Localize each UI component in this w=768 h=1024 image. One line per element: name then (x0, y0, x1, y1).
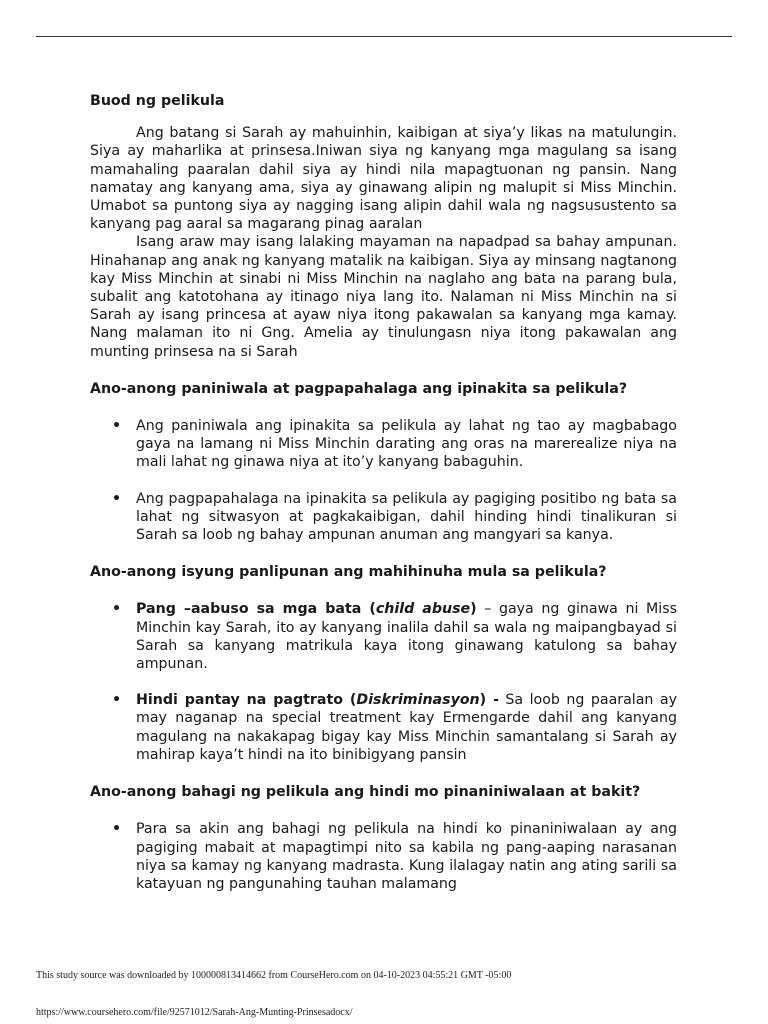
issue-title: Pang –aabuso sa mga bata ( (136, 601, 376, 618)
list-item-text: Ang paniniwala ang ipinakita sa pelikula ay lahat ng tao ay magbabago gaya na lamang ni Miss Minchin darating ang oras na marerealize niya na mali lahat ng ginawa niya at ito’y kanyang babaguhin. (136, 418, 677, 471)
list-item (90, 691, 677, 764)
issue-description: Sa loob ng paaralan ay may naganap na special treatment kay Ermengarde dahil ang kanyang magulang na nakakapag bigay kay Miss Minchin samantalang si Sarah ay mahirap kaya’t hindi na ito binibigyang pansin (136, 692, 677, 763)
issue-term: child abuse (375, 601, 471, 618)
summary-paragraph: Isang araw may isang lalaking mayaman na napadpad sa bahay ampunan. Hinahanap ang anak ng kanyang matalik na kaibigan. Siya ay minsang nagtanong kay Miss Minchin at sinabi ni Miss Minchin na naglaho ang bata na parang bula, subalit ang katotohana ay itinago niya lang ito. Nalaman ni Miss Minchin na si Sarah ay isang princesa at ayaw niya itong pakawalan sa kanyang mga kamay. Nang malaman ito ni Gng. Amelia ay tinulungasn niya itong pakawalan ang munting prinsesa na si Sarah (90, 234, 677, 360)
source-url: https://www.coursehero.com/file/92571012/Sarah-Ang-Munting-Prinsesadocx/ (36, 1007, 353, 1018)
bullet-icon: • (112, 692, 122, 709)
section-heading-social-issues: Ano-anong isyung panlipunan ang mahihinuha mula sa pelikula? (90, 564, 607, 581)
issue-term: Diskriminasyon (356, 692, 480, 709)
issue-title: Hindi pantay na pagtrato ( (136, 692, 357, 709)
bullet-icon: • (112, 490, 122, 507)
social-issues-list (90, 600, 677, 764)
top-rule (36, 36, 732, 37)
summary-paragraph: Ang batang si Sarah ay mahuinhin, kaibigan at siya’y likas na matulungin. Siya ay maharlika at prinsesa.Iniwan siya ng kanyang mga magulang sa isang mamahaling paaralan dahil siya ay hindi nila mapagtuonan ng pansin. Nang namatay ang kanyang ama, siya ay ginawang alipin ng malupit si Miss Minchin. Umabot sa puntong siya ay nagging isang alipin dahil wala ng nagsusustento sa kanyang pag aaral sa magarang pinag aaralan (90, 125, 677, 233)
bullet-icon: • (112, 821, 122, 838)
unbelievable-parts-list (90, 820, 677, 893)
issue-title-close: ) - (479, 692, 499, 709)
bullet-icon: • (112, 601, 122, 618)
beliefs-list (90, 417, 677, 544)
list-item (90, 417, 677, 472)
list-item (90, 490, 677, 545)
issue-description: – gaya ng ginawa ni Miss Minchin kay Sarah, ito ay kanyang inalila dahil sa wala ng maipangbayad si Sarah sa kanyang matrikula kaya itong ginawang katulong sa bahay ampunan. (136, 601, 677, 673)
list-item-text: Ang pagpapahalaga na ipinakita sa pelikula ay pagiging positibo ng bata sa lahat ng sitwasyon at pagkakaibigan, dahil hinding hindi tinalikuran si Sarah sa loob ng bahay ampunan anuman ang mangyari sa kanya. (136, 490, 677, 544)
document-body (90, 92, 677, 893)
list-item (90, 820, 677, 893)
download-note: This study source was downloaded by 100000813414662 from CourseHero.com on 04-10-2023 04:55:21 GMT -05:00 (36, 970, 512, 981)
issue-title-close: ) (470, 601, 477, 618)
section-heading-unbelievable-parts: Ano-anong bahagi ng pelikula ang hindi mo pinaniniwalaan at bakit? (90, 784, 641, 801)
section-heading-beliefs: Ano-anong paniniwala at pagpapahalaga ang ipinakita sa pelikula? (90, 380, 628, 397)
list-item (90, 600, 677, 673)
bullet-icon: • (112, 418, 122, 435)
document-title: Buod ng pelikula (90, 93, 225, 109)
list-item-text: Para sa akin ang bahagi ng pelikula na hindi ko pinaniniwalaan ay ang pagiging mabait at mapagtimpi nito sa kabila ng pang-aaping narasanan niya sa kamay ng kanyang madrasta. Kung ilalagay natin ang ating sarili sa katayuan ng pangunahing tauhan malamang (136, 821, 677, 892)
